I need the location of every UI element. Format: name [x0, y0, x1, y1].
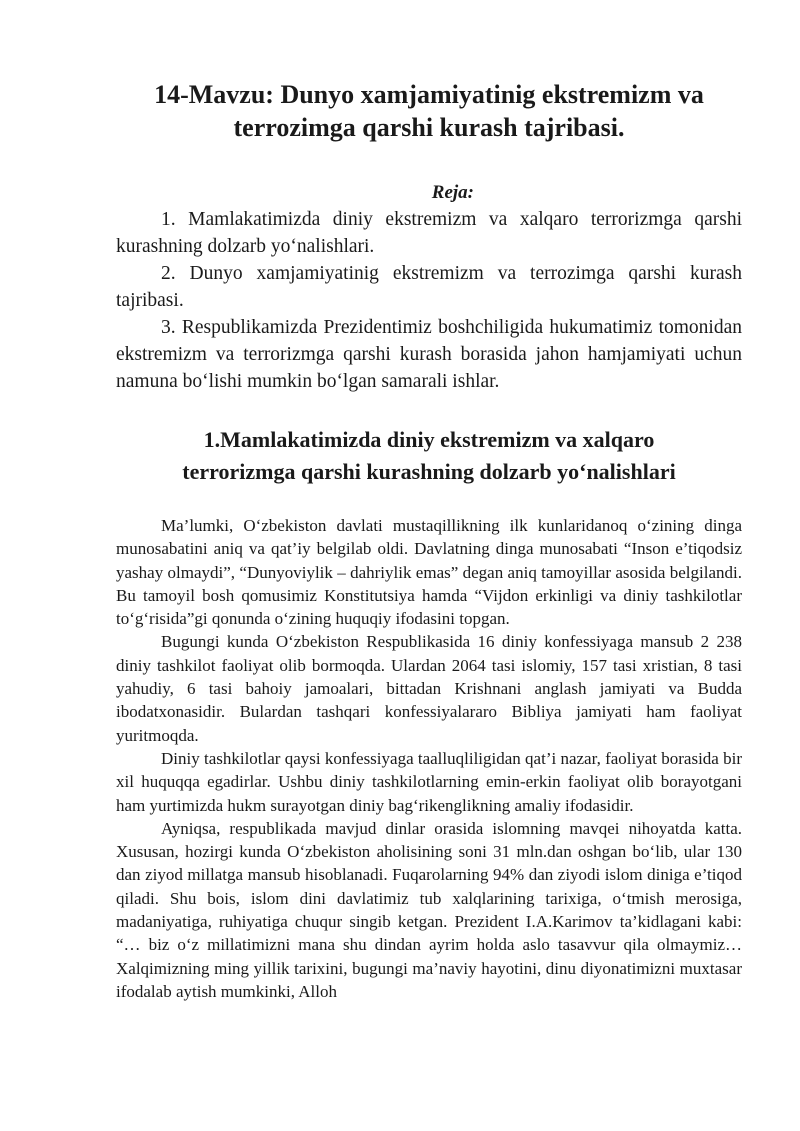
document-title-line-2: terrozimga qarshi kurash tajribasi.	[233, 113, 625, 142]
section-heading	[116, 424, 742, 488]
plan-item-2: 2. Dunyo xamjamiyatinig ekstremizm va terrozimga qarshi kurash tajribasi.	[116, 263, 742, 311]
paragraph-3: Diniy tashkilotlar qaysi konfessiyaga taalluqliligidan qat’i nazar, faoliyat borasida bir xil huquqqa egadirlar. Ushbu diniy tashkilotlarning emin-erkin faoliyat olib borayotgani ham yurtimizda hukm surayotgan diniy bag‘rikenglikning amaliy ifodasidir.	[116, 748, 742, 815]
page-content	[116, 0, 742, 1003]
section-heading-line-1: 1.Mamlakatimizda diniy ekstremizm va xalqaro	[203, 427, 655, 452]
section-heading-line-2: terrorizmga qarshi kurashning dolzarb yo‘nalishlari	[182, 459, 676, 484]
plan-heading: Reja:	[431, 182, 474, 203]
paragraph-2: Bugungi kunda O‘zbekiston Respublikasida 16 diniy konfessiyaga mansub 2 238 diniy tashkilot faoliyat olib bormoqda. Ulardan 2064 tasi islomiy, 157 tasi xristian, 8 tasi yahudiy, 6 tasi bahoiy jamoalari, bittadan Krishnani anglash jamiyati va Budda ibodatxonasidir. Bulardan tashqari konfessiyalararo Bibliya jamiyati ham faoliyat yuritmoqda.	[116, 632, 742, 745]
plan-list	[116, 206, 742, 395]
paragraph-4: Ayniqsa, respublikada mavjud dinlar orasida islomning mavqei nihoyatda katta. Xususan, hozirgi kunda O‘zbekiston aholisining soni 31 mln.dan oshgan bo‘lib, ular 130 dan ziyod millatga mansub hisoblanadi. Fuqarolarning 94% dan ziyodi islom diniga e’tiqod qiladi. Shu bois, islom dini davlatimiz tub xalqlarining tarixiga, o‘tmish merosiga, madaniyatiga, ruhiyatiga chuqur singib ketgan. Prezident I.A.Karimov ta’kidlagani kabi: “… biz o‘z millatimizni mana shu dindan ayrim holda aslo tasavvur qila olmaymiz… Xalqimizning ming yillik tarixini, bugungi ma’naviy hayotini, dinu diyonatimizni muxtasar ifodalab aytish mumkinki, Alloh	[116, 818, 742, 1001]
paragraph-1: Ma’lumki, O‘zbekiston davlati mustaqillikning ilk kunlaridanoq o‘zining dinga munosabatini aniq va qat’iy belgilab oldi. Davlatning dinga munosabati “Inson e’tiqodsiz yashay olmaydi”, “Dunyoviylik – dahriylik emas” degan aniq tamoyillar asosida belgilandi. Bu tamoyil bosh qomusimiz Konstitutsiya hamda “Vijdon erkinligi va diniy tashkilotlar to‘g‘risida”gi qonunda o‘zining huquqiy ifodasini topgan.	[116, 516, 742, 629]
plan-item-3: 3. Respublikamizda Prezidentimiz boshchiligida hukumatimiz tomonidan ekstremizm va terrorizmga qarshi kurash borasida jahon hamjamiyati uchun namuna bo‘lishi mumkin bo‘lgan samarali ishlar.	[116, 317, 742, 392]
section-body	[116, 514, 742, 1003]
document-title-line-1: 14-Mavzu: Dunyo xamjamiyatinig ekstremizm va	[154, 80, 704, 109]
document-title	[116, 78, 742, 144]
plan-item-1: 1. Mamlakatimizda diniy ekstremizm va xalqaro terrorizmga qarshi kurashning dolzarb yo‘nalishlari.	[116, 209, 742, 257]
